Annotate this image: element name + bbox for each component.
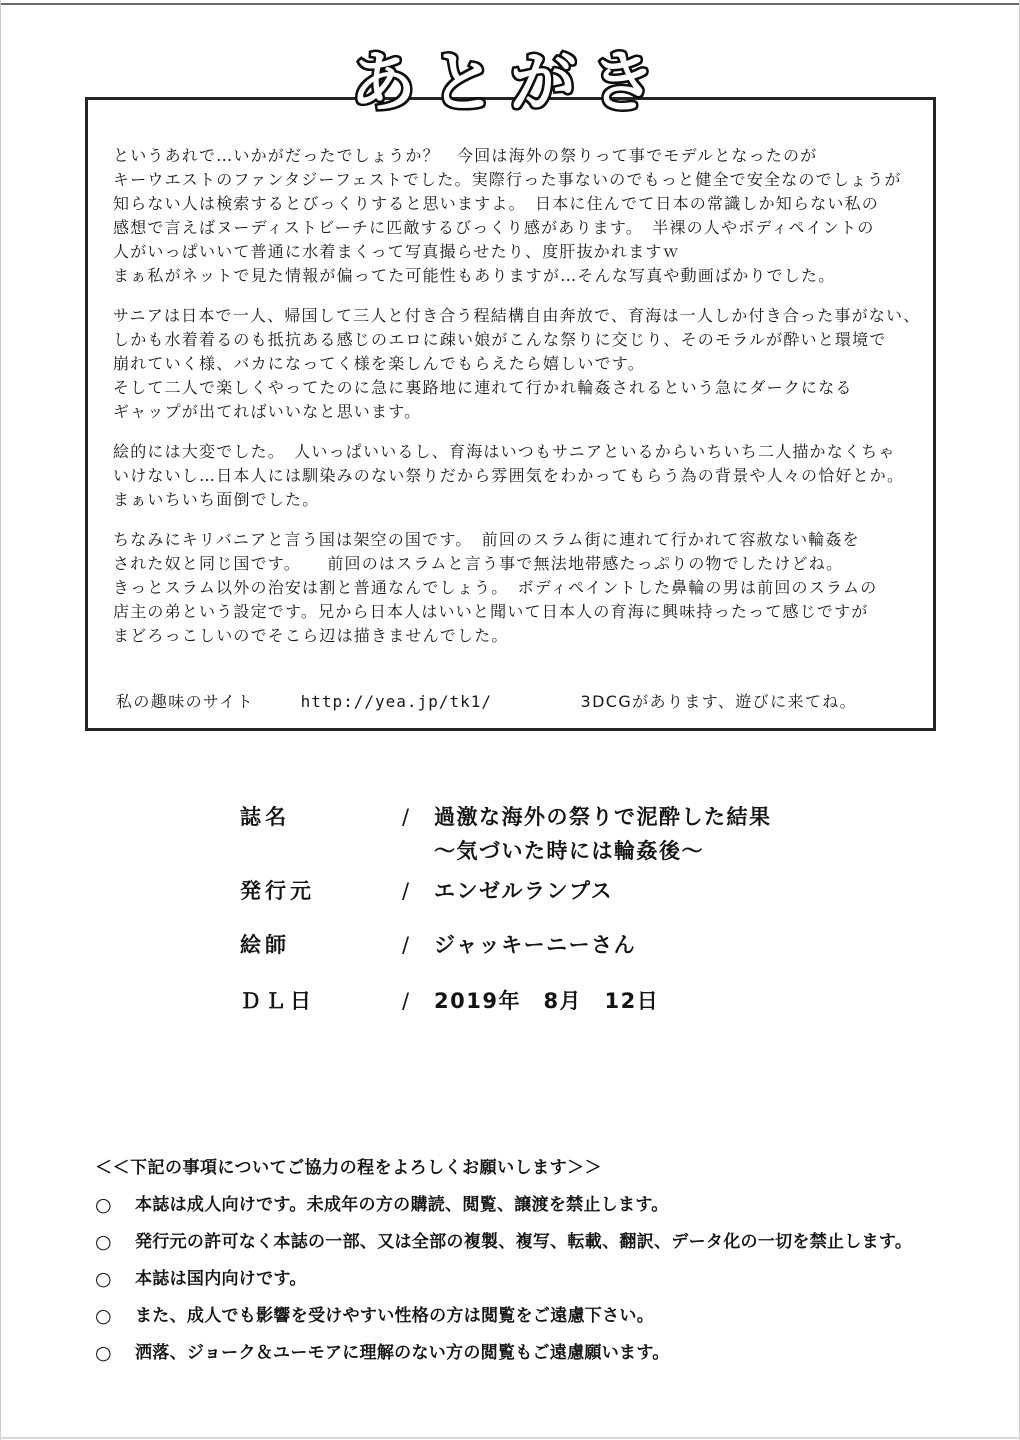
text-line: いけないし…日本人には馴染みのない祭りだから雰囲気をわかってもらう為の背景や人々の恰好とか。	[113, 466, 905, 485]
colophon-value-line: ジャッキーニーさん	[434, 933, 637, 957]
text-line: キーウエストのファンタジーフェストでした。実際行った事ないのでもっと健全で安全なのでしょうが	[113, 170, 902, 189]
notice-text: 発行元の許可なく本誌の一部、又は全部の複製、複写、転載、翻訳、データ化の一切を禁止します。	[135, 1232, 913, 1252]
notices	[95, 1156, 975, 1378]
colophon-label: 発行元	[240, 879, 315, 903]
text-line: 人がいっぱいいて普通に水着まくって写真撮らせたり、度肝抜かれますｗ	[113, 242, 680, 261]
colophon	[240, 800, 772, 1018]
scan-edge-top	[0, 3, 1020, 5]
circle-bullet-icon: ○	[95, 1342, 112, 1364]
afterword-paragraph-2	[113, 304, 923, 424]
text-line: まぁ私がネットで見た情報が偏ってた可能性もありますが…そんな写真や動画ばかりでした。	[113, 266, 836, 285]
colophon-separator: /	[402, 989, 411, 1013]
scan-edge-bottom	[0, 1437, 1020, 1439]
notice-item-4	[95, 1304, 975, 1328]
afterword-body	[113, 144, 923, 664]
circle-bullet-icon: ○	[95, 1305, 112, 1327]
circle-bullet-icon: ○	[95, 1231, 112, 1253]
site-note: 3DCGがあります、遊びに来てね。	[580, 692, 858, 711]
colophon-label: ＤＬ日	[240, 989, 315, 1013]
notice-item-5	[95, 1341, 975, 1365]
text-line: 感想で言えばヌーディストビーチに匹敵するびっくり感があります。 半裸の人やボディペイントの	[113, 218, 875, 237]
colophon-separator: /	[402, 933, 411, 957]
notice-text: 本誌は成人向けです。未成年の方の購読、閲覧、譲渡を禁止します。	[135, 1195, 669, 1215]
colophon-value	[434, 928, 636, 962]
text-line: そして二人で楽しくやってたのに急に裏路地に連れて行かれ輪姦されるという急にダークになる	[113, 378, 853, 397]
text-line: サニアは日本で一人、帰国して三人と付き合う程結構自由奔放で、育海は一人しか付き合った事がない、	[113, 306, 921, 325]
notice-item-3	[95, 1267, 975, 1291]
colophon-row-4	[240, 984, 772, 1018]
notice-item-1	[95, 1193, 975, 1217]
text-line: ちなみにキリバニアと言う国は架空の国です。 前回のスラム街に連れて行かれて容赦ない輪姦を	[113, 530, 860, 549]
text-line: 絵的には大変でした。 人いっぱいいるし、育海はいつもサニアといるからいちいち二人描かなくちゃ	[113, 442, 896, 461]
notice-item-2	[95, 1230, 975, 1254]
text-line: された奴と同じ国です。 前回のはスラムと言う事で無法地帯感たっぷりの物でしたけどね。	[113, 554, 844, 573]
colophon-separator: /	[402, 879, 411, 903]
afterword-paragraph-1	[113, 144, 923, 288]
colophon-value-line: 過激な海外の祭りで泥酔した結果	[434, 805, 772, 829]
colophon-separator: /	[402, 805, 411, 829]
scan-edge-left	[0, 0, 1, 1440]
site-url: http://yea.jp/tk1/	[300, 692, 492, 711]
text-line: ギャップが出てればいいなと思います。	[113, 402, 422, 421]
colophon-value	[434, 984, 659, 1018]
colophon-value	[434, 800, 772, 868]
text-line: 知らない人は検索するとびっくりすると思いますよ。 日本に住んでて日本の常識しか知らない私の	[113, 194, 880, 213]
text-line: まぁいちいち面倒でした。	[113, 490, 320, 509]
notice-text: また、成人でも影響を受けやすい性格の方は閲覧をご遠慮下さい。	[135, 1306, 654, 1326]
text-line: しかも水着着るのも抵抗ある感じのエロに疎い娘がこんな祭りに交じり、そのモラルが酔いと環境で	[113, 330, 887, 349]
afterword-paragraph-4	[113, 528, 923, 648]
text-line: 店主の弟という設定です。兄から日本人はいいと聞いて日本人の育海に興味持ったって感じですが	[113, 602, 869, 621]
text-line: まどろっこしいのでそこら辺は描きませんでした。	[113, 626, 509, 645]
colophon-row-1	[240, 800, 772, 868]
colophon-row-2	[240, 874, 772, 908]
notice-text: 本誌は国内向けです。	[135, 1269, 307, 1289]
afterword-title: あとがき	[350, 44, 670, 121]
colophon-row-3	[240, 928, 772, 962]
site-line	[116, 689, 857, 712]
text-line: というあれで…いかがだったでしょうか？ 今回は海外の祭りって事でモデルとなったのが	[113, 146, 818, 165]
text-line: 崩れていく様、バカになってく様を楽しんでもらえたら嬉しいです。	[113, 354, 645, 373]
notices-header: ＜＜下記の事項についてご協力の程をよろしくお願いします＞＞	[95, 1158, 603, 1178]
notice-text: 洒落、ジョーク＆ユーモアに理解のない方の閲覧もご遠慮願います。	[135, 1343, 670, 1363]
afterword-box	[85, 97, 936, 731]
afterword-paragraph-3	[113, 440, 923, 512]
circle-bullet-icon: ○	[95, 1194, 112, 1216]
site-label: 私の趣味のサイト	[116, 692, 255, 711]
colophon-value-line: 2019年 8月 12日	[434, 989, 660, 1013]
text-line: きっとスラム以外の治安は割と普通なんでしょう。 ボディペイントした鼻輪の男は前回のスラムの	[113, 578, 878, 597]
colophon-value-line: ～気づいた時には輪姦後～	[434, 839, 704, 863]
colophon-value-line: エンゼルランプス	[434, 879, 614, 903]
colophon-label: 誌名	[240, 805, 290, 829]
colophon-label: 絵師	[240, 933, 290, 957]
colophon-value	[434, 874, 613, 908]
circle-bullet-icon: ○	[95, 1268, 112, 1290]
